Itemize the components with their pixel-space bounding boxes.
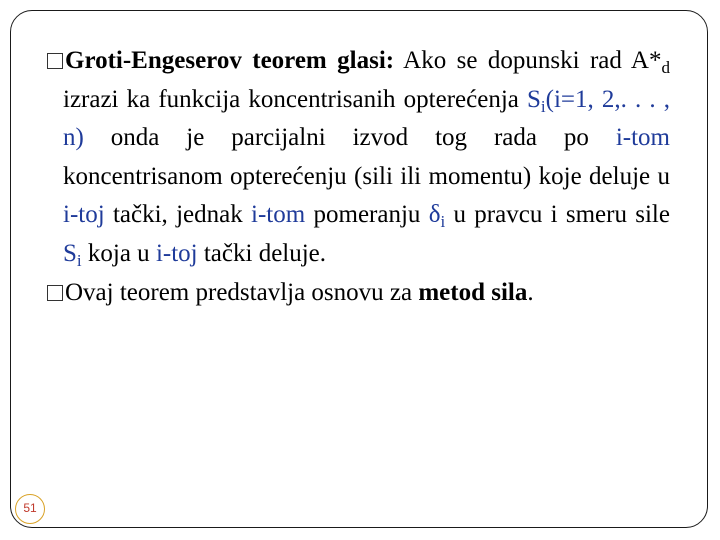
text-segment: S: [63, 239, 77, 267]
square-bullet-icon: [47, 53, 63, 69]
text-segment: i-tom: [251, 201, 306, 228]
text-segment: koncentrisanom opterećenju (sili ili momentu) koje deluje u: [63, 162, 670, 190]
square-bullet-icon: [47, 285, 63, 301]
text-segment: i: [540, 96, 546, 116]
text-segment: onda je parcijalni izvod tog rada po: [83, 124, 616, 151]
page-number: 51: [15, 494, 45, 524]
text-segment: S: [527, 85, 541, 113]
text-segment: δ: [428, 201, 441, 228]
text-segment: Ovaj teorem predstavlja osnovu za: [65, 279, 419, 306]
text-segment: i-toj: [63, 201, 105, 228]
text-segment: i-tom: [615, 124, 670, 151]
bullet-paragraph-2: [47, 274, 670, 313]
text-segment: izrazi ka funkcija koncentrisanih opterećenja: [63, 85, 527, 113]
text-segment: i-toj: [155, 239, 198, 267]
bullet-paragraph-1: [47, 42, 670, 273]
text-segment: i: [440, 212, 446, 231]
text-segment: (i=1, 2,. . . , n): [63, 85, 670, 151]
text-segment: d: [661, 58, 670, 77]
text-segment: Ako se dopunski rad A*: [394, 47, 662, 74]
text-segment: tački, jednak: [104, 201, 252, 228]
text-segment: .: [527, 279, 534, 306]
slide-content: [47, 42, 670, 313]
text-segment: metod sila: [418, 279, 528, 306]
text-segment: tački deluje.: [197, 239, 327, 267]
text-segment: Groti-Engeserov teorem glasi:: [65, 47, 395, 74]
text-segment: pomeranju: [305, 201, 429, 228]
text-segment: u pravcu i smeru sile: [445, 201, 670, 228]
text-segment: koja u: [81, 239, 156, 267]
text-segment: i: [76, 250, 82, 270]
